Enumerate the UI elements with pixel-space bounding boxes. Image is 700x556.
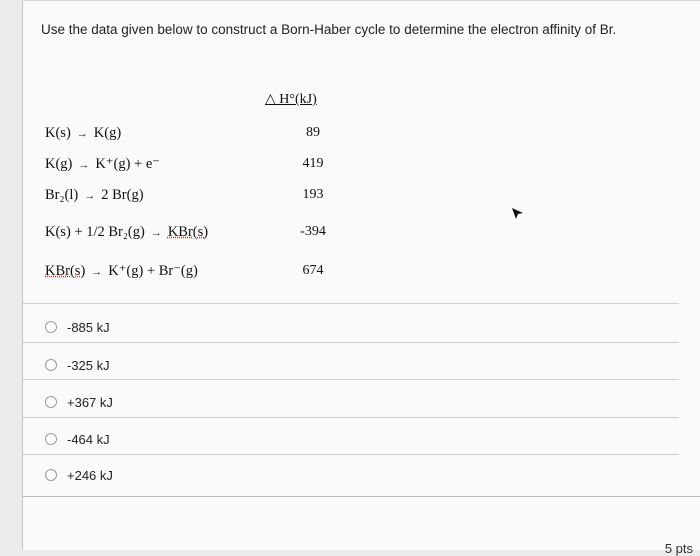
reaction-1-value: 89	[306, 125, 320, 140]
points-label: 5 pts	[664, 541, 693, 556]
reaction-2-value: 419	[302, 156, 324, 171]
answer-option-3[interactable]	[45, 394, 113, 410]
enthalpy-header: △ H°(kJ)	[265, 92, 317, 107]
reaction-4: K(s) + 1/2 Br₂(g) → KBr(s)	[45, 224, 209, 240]
answer-option-4[interactable]	[45, 431, 110, 447]
reaction-3-value: 193	[302, 187, 324, 202]
reaction-5: KBr(s) → K⁺(g) + Br⁻(g)	[45, 263, 198, 279]
answer-option-5[interactable]	[45, 467, 113, 483]
divider	[23, 496, 700, 497]
answer-option-2[interactable]	[45, 357, 110, 373]
divider	[23, 379, 679, 380]
reaction-1: K(s) → K(g)	[45, 125, 122, 141]
reaction-4-value: -394	[300, 224, 326, 239]
answer-option-label: +246 kJ	[67, 467, 113, 483]
answer-option-label: +367 kJ	[67, 394, 113, 410]
mouse-cursor-icon	[511, 207, 525, 221]
answer-option-1[interactable]	[45, 319, 110, 335]
radio-button-icon[interactable]	[45, 469, 57, 481]
answer-option-label: -464 kJ	[67, 431, 110, 447]
radio-button-icon[interactable]	[45, 396, 57, 408]
divider	[23, 303, 679, 304]
answer-option-label: -325 kJ	[67, 357, 110, 373]
answer-option-label: -885 kJ	[67, 319, 110, 335]
divider	[23, 342, 679, 343]
question-text: Use the data given below to construct a Born-Haber cycle to determine the electron affinity of Br.	[41, 22, 617, 37]
divider	[23, 417, 679, 418]
reaction-2: K(g) → K⁺(g) + e⁻	[45, 156, 160, 172]
reaction-5-value: 674	[302, 263, 324, 278]
radio-button-icon[interactable]	[45, 359, 57, 371]
radio-button-icon[interactable]	[45, 433, 57, 445]
reaction-3: Br₂(l) → 2 Br(g)	[45, 187, 144, 203]
divider	[23, 454, 679, 455]
radio-button-icon[interactable]	[45, 321, 57, 333]
question-card	[22, 0, 700, 556]
